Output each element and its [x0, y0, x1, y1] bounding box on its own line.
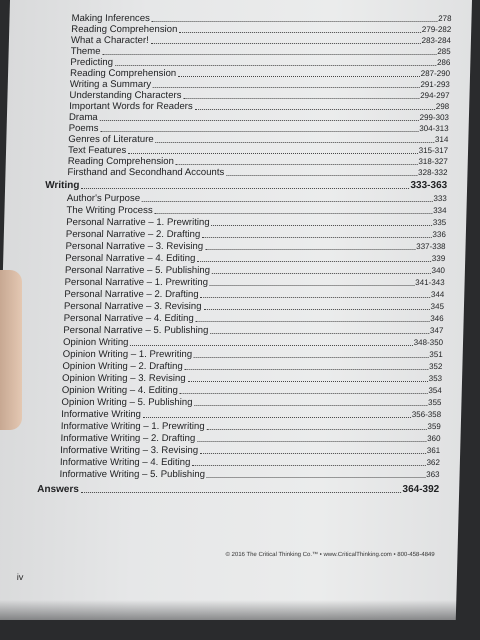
toc-entry-pages: 291-293	[420, 80, 450, 89]
toc-entry-pages: 363	[426, 470, 440, 479]
toc-entry	[64, 277, 444, 288]
toc-entry-label: Reading Comprehension	[67, 156, 175, 167]
toc-entry-label: Personal Narrative – 2. Drafting	[65, 229, 201, 240]
toc-entry-pages: 304-313	[419, 124, 449, 133]
toc-section-label: Answers	[37, 484, 80, 495]
toc-section-writing	[45, 180, 447, 191]
toc-entry	[62, 385, 442, 396]
toc-entry-pages: 353	[428, 374, 443, 383]
toc-entry-pages: 314	[434, 135, 449, 144]
toc-entry	[71, 46, 451, 57]
toc-entry	[68, 145, 448, 156]
dot-leader	[155, 213, 432, 214]
toc-entry-pages: 351	[429, 350, 443, 359]
toc-entry	[59, 469, 439, 480]
toc-entry-pages: 359	[427, 422, 441, 431]
toc-entry	[63, 337, 443, 348]
dot-leader	[176, 164, 418, 165]
dot-leader	[178, 76, 420, 77]
toc-entry-label: Writing a Summary	[69, 79, 152, 90]
toc-entry-label: Personal Narrative – 3. Revising	[63, 301, 202, 312]
toc-entry-label: Text Features	[67, 145, 127, 156]
toc-entry-label: Opinion Writing – 2. Drafting	[62, 361, 183, 372]
dot-leader	[179, 32, 421, 33]
toc-entry-pages: 298	[435, 102, 450, 111]
toc-entry-pages: 364-392	[402, 484, 440, 495]
toc-entry-label: Informative Writing – 3. Revising	[60, 445, 199, 456]
toc-entry-pages: 344	[430, 290, 445, 299]
toc-entry	[66, 217, 446, 228]
dot-leader	[188, 381, 428, 382]
toc-entry-label: Drama	[68, 112, 98, 123]
toc-entry-pages: 355	[427, 398, 442, 407]
toc-entry-label: Personal Narrative – 2. Drafting	[64, 289, 199, 300]
dot-leader	[210, 285, 414, 286]
dot-leader	[130, 345, 412, 346]
toc-entry-label: Personal Narrative – 1. Prewriting	[66, 217, 210, 228]
toc-entry-label: Informative Writing – 2. Drafting	[60, 433, 196, 444]
toc-entry	[61, 397, 441, 408]
toc-entry-label: Informative Writing – 5. Publishing	[59, 469, 206, 480]
toc-entry-label: Personal Narrative – 1. Prewriting	[64, 277, 209, 288]
toc-entry-pages: 333	[433, 194, 447, 203]
dot-leader	[151, 43, 421, 44]
toc-entry-pages: 283-284	[421, 36, 452, 45]
toc-entry	[71, 13, 451, 24]
toc-entry-pages: 278	[438, 14, 452, 23]
toc-entry-pages: 294-297	[420, 91, 450, 100]
dot-leader	[226, 175, 417, 176]
toc-entry-label: Opinion Writing – 1. Prewriting	[62, 349, 193, 360]
toc-entry	[60, 457, 440, 468]
toc-entry-label: Informative Writing	[61, 409, 142, 420]
toc-entry	[60, 433, 440, 444]
toc-entry-pages: 299-303	[419, 113, 450, 122]
toc-entry-label: Making Inferences	[71, 13, 151, 24]
toc-entry-pages: 361	[426, 446, 441, 455]
toc-entry-pages: 354	[428, 386, 442, 395]
dot-leader	[194, 357, 428, 358]
toc-entry-label: Opinion Writing – 3. Revising	[61, 373, 186, 384]
toc-entry	[71, 35, 451, 46]
dot-leader	[212, 225, 432, 226]
dot-leader	[200, 453, 426, 454]
dot-leader	[153, 87, 419, 88]
toc-entry-pages: 315-317	[418, 146, 449, 155]
toc-entry	[65, 265, 445, 276]
toc-entry-label: Opinion Writing – 5. Publishing	[61, 397, 193, 408]
dot-leader	[81, 188, 409, 189]
toc-entry-pages: 352	[428, 362, 443, 371]
toc-entry-pages: 360	[427, 434, 441, 443]
toc-entry	[69, 112, 449, 123]
toc-entry	[70, 79, 450, 90]
toc-entry	[60, 445, 440, 456]
toc-entry	[70, 68, 450, 79]
toc-entry-pages: 340	[431, 266, 446, 275]
toc-entry-label: Important Words for Readers	[69, 101, 193, 112]
toc-entry	[63, 349, 443, 360]
dot-leader	[207, 429, 427, 430]
toc-entry-label: Personal Narrative – 4. Editing	[65, 253, 196, 264]
toc-entry	[65, 241, 445, 252]
dot-leader	[197, 261, 431, 262]
dot-leader	[196, 321, 430, 322]
toc-entry	[69, 101, 449, 112]
dot-leader	[183, 98, 419, 99]
toc-entry-label: What a Character!	[70, 35, 149, 46]
dot-leader	[156, 142, 434, 143]
toc-entry	[68, 134, 448, 145]
toc-entry-label: The Writing Process	[66, 205, 153, 216]
toc-entry-label: Personal Narrative – 5. Publishing	[63, 325, 209, 336]
toc-entry-pages: 333-363	[410, 180, 448, 191]
dot-leader	[185, 369, 428, 370]
toc-entry-pages: 279-282	[421, 25, 452, 34]
toc-entry-label: Predicting	[70, 57, 114, 68]
toc-entry	[67, 167, 447, 178]
toc-section-label: Writing	[44, 180, 80, 191]
toc-entry	[62, 373, 442, 384]
toc-entry-pages: 334	[433, 206, 447, 215]
dot-leader	[207, 477, 425, 478]
dot-leader	[128, 153, 418, 154]
toc-entry	[67, 193, 447, 204]
toc-entry-label: Personal Narrative – 4. Editing	[63, 313, 194, 324]
dot-leader	[202, 237, 431, 238]
dot-leader	[81, 492, 402, 493]
toc-entry	[63, 325, 443, 336]
toc-entry	[66, 205, 446, 216]
toc-entry-pages: 345	[430, 302, 445, 311]
toc-entry	[64, 313, 444, 324]
toc-section-answers	[37, 484, 439, 495]
dot-leader	[100, 120, 419, 121]
toc-entry-pages: 347	[429, 326, 444, 335]
thumb	[0, 270, 22, 430]
toc-entry-label: Reading Comprehension	[71, 24, 178, 35]
toc-entry-pages: 346	[430, 314, 444, 323]
toc-entry	[68, 123, 448, 134]
toc-entry-label: Opinion Writing – 4. Editing	[61, 385, 178, 396]
dot-leader	[115, 65, 436, 66]
dot-leader	[194, 405, 427, 406]
toc-entry	[65, 253, 445, 264]
toc-entry	[68, 156, 448, 167]
dot-leader	[201, 297, 430, 298]
toc-entry-pages: 287-290	[420, 69, 451, 78]
toc-entry-pages: 335	[432, 218, 447, 227]
toc-entry-pages: 328-332	[418, 168, 448, 177]
dot-leader	[212, 273, 431, 274]
dot-leader	[210, 333, 429, 334]
toc-entry-pages: 336	[432, 230, 446, 239]
toc-entry-pages: 356-358	[411, 410, 442, 419]
toc-entry-pages: 348-350	[413, 338, 444, 347]
toc-entry-label: Personal Narrative – 3. Revising	[65, 241, 204, 252]
toc-entry-pages: 285	[437, 47, 451, 56]
toc-entry-label: Opinion Writing	[62, 337, 129, 348]
toc-entry-pages: 339	[431, 254, 446, 263]
shadow	[0, 600, 480, 640]
toc-entry-label: Informative Writing – 4. Editing	[59, 457, 191, 468]
toc-entry-label: Reading Comprehension	[69, 68, 177, 79]
toc-entry-label: Genres of Literature	[68, 134, 154, 145]
dot-leader	[195, 109, 435, 110]
toc-entry	[62, 361, 442, 372]
toc-entry	[64, 289, 444, 300]
toc-entry-label: Understanding Characters	[69, 90, 182, 101]
dot-leader	[205, 249, 415, 250]
toc-entry	[64, 301, 444, 312]
toc-entry	[66, 229, 446, 240]
dot-leader	[143, 417, 411, 418]
toc-entry-pages: 341-343	[415, 278, 445, 287]
dot-leader	[102, 54, 436, 55]
toc-entry-pages: 318-327	[418, 157, 448, 166]
dot-leader	[192, 465, 425, 466]
toc-entry-label: Poems	[68, 123, 99, 134]
toc-entry	[69, 90, 449, 101]
toc-entry	[71, 24, 451, 35]
toc-entry-label: Author's Purpose	[66, 193, 141, 204]
toc-entry-pages: 362	[426, 458, 441, 467]
dot-leader	[152, 21, 437, 22]
dot-leader	[197, 441, 426, 442]
dot-leader	[203, 309, 429, 310]
dot-leader	[100, 131, 418, 132]
toc-entry-label: Personal Narrative – 5. Publishing	[64, 265, 211, 276]
toc-entry	[61, 421, 441, 432]
toc-entry	[61, 409, 441, 420]
copyright-footer: © 2016 The Critical Thinking Co.™ • www.CriticalThinking.com • 800-458-4849	[225, 552, 435, 558]
toc-entry-label: Theme	[70, 46, 101, 57]
toc-entry-pages: 337-338	[416, 242, 446, 251]
dot-leader	[180, 393, 428, 394]
dot-leader	[142, 201, 432, 202]
toc-entry-label: Informative Writing – 1. Prewriting	[60, 421, 205, 432]
toc-entry	[70, 57, 450, 68]
page-number: iv	[16, 572, 24, 582]
toc-entry-label: Firsthand and Secondhand Accounts	[67, 167, 225, 178]
toc-entry-pages: 286	[436, 58, 451, 67]
